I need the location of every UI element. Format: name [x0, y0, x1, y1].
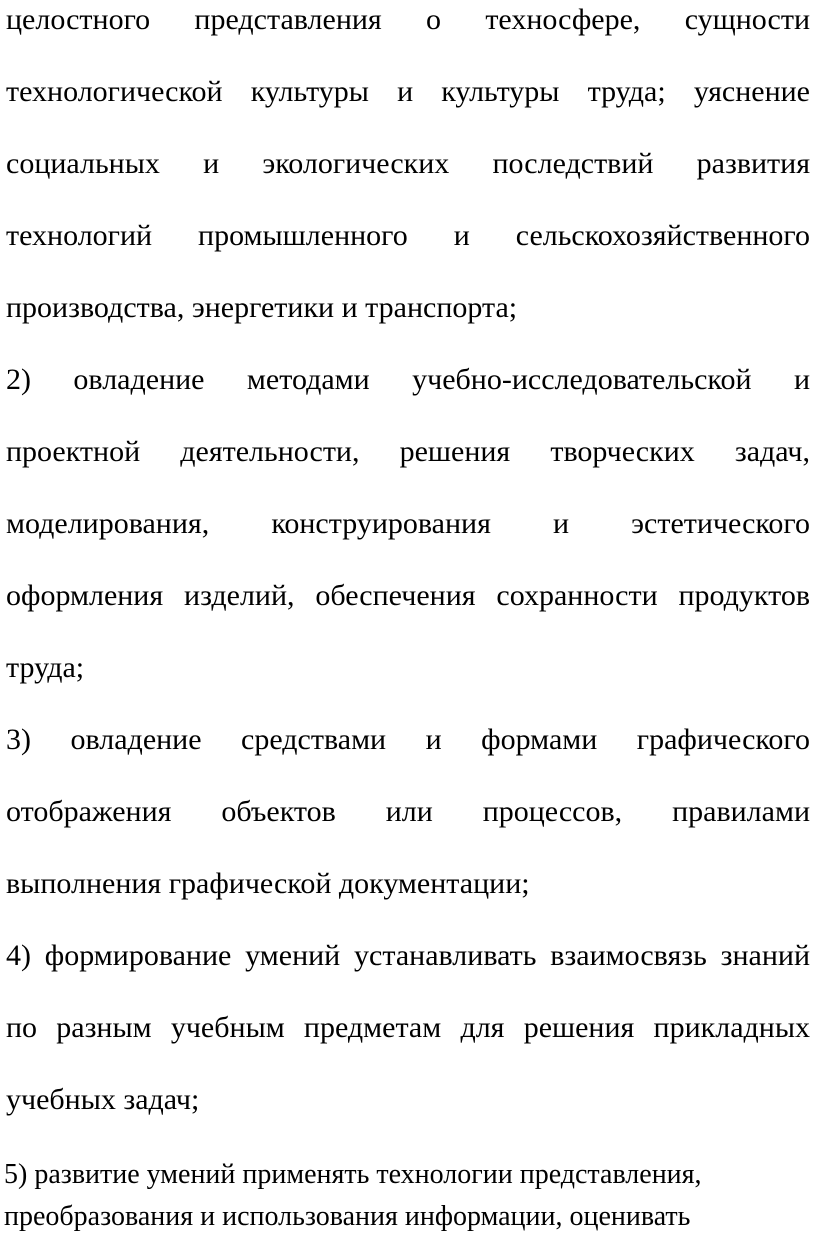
text-line-11: 3) овладение средствами и формами графического [6, 723, 810, 756]
text-line-7: проектной деятельности, решения творческих задач, [6, 435, 810, 468]
text-line-4: технологий промышленного и сельскохозяйственного [6, 219, 810, 252]
text-line-16: учебных задач; [6, 1083, 200, 1116]
text-line-5: производства, энергетики и транспорта; [6, 291, 518, 324]
text-line-13: выполнения графической документации; [6, 867, 530, 900]
text-line-12: отображения объектов или процессов, правилами [6, 795, 810, 828]
text-line-6: 2) овладение методами учебно-исследовательской и [6, 363, 810, 396]
text-line-1: целостного представления о техносфере, сущности [6, 3, 810, 36]
text-line-17: 5) развитие умений применять технологии представления, [4, 1159, 702, 1190]
text-line-14: 4) формирование умений устанавливать взаимосвязь знаний [6, 939, 810, 972]
text-line-15: по разным учебным предметам для решения прикладных [6, 1011, 810, 1044]
text-line-8: моделирования, конструирования и эстетического [6, 507, 810, 540]
text-line-2: технологической культуры и культуры труда; уяснение [6, 75, 810, 108]
text-line-18: преобразования и использования информации, оценивать [4, 1201, 691, 1232]
text-line-9: оформления изделий, обеспечения сохранности продуктов [6, 579, 810, 612]
text-line-3: социальных и экологических последствий развития [6, 147, 810, 180]
text-line-10: труда; [6, 651, 85, 684]
